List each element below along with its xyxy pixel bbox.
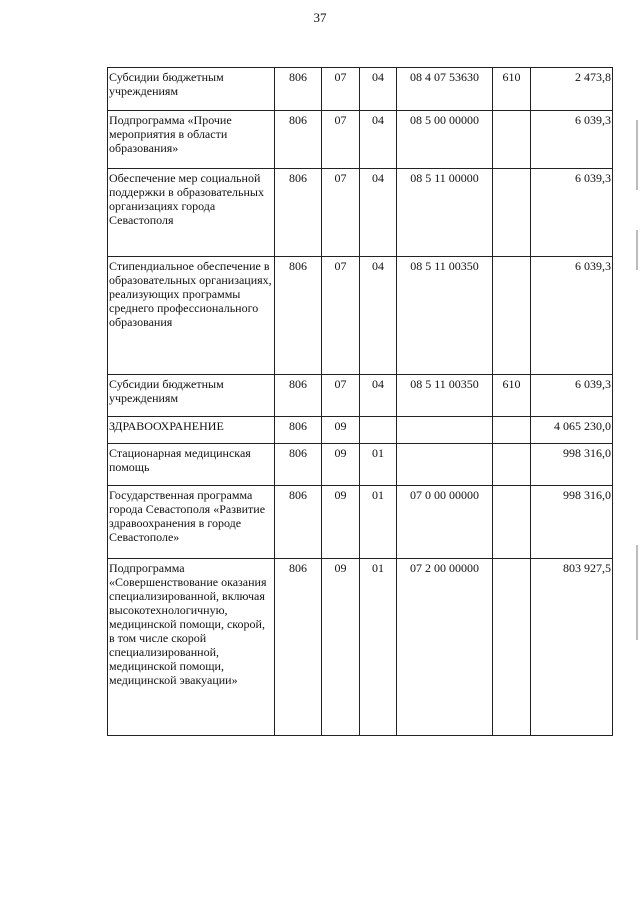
ved-code: 806 bbox=[275, 169, 322, 257]
table-row bbox=[108, 169, 613, 257]
section-code: 07 bbox=[322, 169, 360, 257]
subsection-code: 01 bbox=[360, 486, 397, 559]
section-code: 09 bbox=[322, 486, 360, 559]
amount: 998 316,0 bbox=[531, 444, 613, 486]
row-name: Стипендиальное обеспечение в образовательных организациях, реализующих программы среднего профессионального образования bbox=[108, 257, 275, 375]
target-article-code: 08 5 11 00000 bbox=[397, 169, 493, 257]
expense-type-code bbox=[493, 486, 531, 559]
ved-code: 806 bbox=[275, 559, 322, 736]
target-article-code: 07 2 00 00000 bbox=[397, 559, 493, 736]
target-article-code: 07 0 00 00000 bbox=[397, 486, 493, 559]
expense-type-code: 610 bbox=[493, 68, 531, 111]
section-code: 09 bbox=[322, 417, 360, 444]
scan-edge-mark bbox=[636, 230, 638, 270]
amount: 2 473,8 bbox=[531, 68, 613, 111]
subsection-code: 04 bbox=[360, 111, 397, 169]
expense-type-code bbox=[493, 444, 531, 486]
table-row bbox=[108, 444, 613, 486]
table-row bbox=[108, 486, 613, 559]
target-article-code: 08 4 07 53630 bbox=[397, 68, 493, 111]
ved-code: 806 bbox=[275, 444, 322, 486]
table-row bbox=[108, 417, 613, 444]
page-number: 37 bbox=[313, 10, 327, 25]
table-row bbox=[108, 111, 613, 169]
ved-code: 806 bbox=[275, 417, 322, 444]
amount: 4 065 230,0 bbox=[531, 417, 613, 444]
scan-edge-mark bbox=[636, 545, 638, 640]
subsection-code: 01 bbox=[360, 559, 397, 736]
amount: 803 927,5 bbox=[531, 559, 613, 736]
expense-type-code bbox=[493, 111, 531, 169]
subsection-code: 04 bbox=[360, 257, 397, 375]
amount: 6 039,3 bbox=[531, 257, 613, 375]
amount: 6 039,3 bbox=[531, 169, 613, 257]
row-name: ЗДРАВООХРАНЕНИЕ bbox=[108, 417, 275, 444]
table-row bbox=[108, 375, 613, 417]
ved-code: 806 bbox=[275, 111, 322, 169]
section-code: 07 bbox=[322, 68, 360, 111]
row-name: Подпрограмма «Совершенствование оказания специализированной, включая высокотехнологичную, медицинской помощи, скорой, в том числе скорой специализированной, медицинской помощи, медицинской эвакуации» bbox=[108, 559, 275, 736]
row-name: Стационарная медицинская помощь bbox=[108, 444, 275, 486]
amount: 6 039,3 bbox=[531, 111, 613, 169]
expense-type-code: 610 bbox=[493, 375, 531, 417]
subsection-code: 04 bbox=[360, 68, 397, 111]
ved-code: 806 bbox=[275, 68, 322, 111]
expense-type-code bbox=[493, 257, 531, 375]
amount: 6 039,3 bbox=[531, 375, 613, 417]
subsection-code bbox=[360, 417, 397, 444]
target-article-code: 08 5 11 00350 bbox=[397, 375, 493, 417]
expense-type-code bbox=[493, 169, 531, 257]
row-name: Обеспечение мер социальной поддержки в образовательных организациях города Севастополя bbox=[108, 169, 275, 257]
subsection-code: 04 bbox=[360, 375, 397, 417]
row-name: Государственная программа города Севастополя «Развитие здравоохранения в городе Севастополе» bbox=[108, 486, 275, 559]
expense-type-code bbox=[493, 559, 531, 736]
section-code: 07 bbox=[322, 375, 360, 417]
subsection-code: 04 bbox=[360, 169, 397, 257]
amount: 998 316,0 bbox=[531, 486, 613, 559]
table-row bbox=[108, 68, 613, 111]
ved-code: 806 bbox=[275, 375, 322, 417]
scan-edge-mark bbox=[636, 120, 638, 190]
table-row bbox=[108, 559, 613, 736]
section-code: 07 bbox=[322, 257, 360, 375]
expense-type-code bbox=[493, 417, 531, 444]
row-name: Субсидии бюджетным учреждениям bbox=[108, 68, 275, 111]
table-row bbox=[108, 257, 613, 375]
section-code: 07 bbox=[322, 111, 360, 169]
row-name: Субсидии бюджетным учреждениям bbox=[108, 375, 275, 417]
target-article-code: 08 5 11 00350 bbox=[397, 257, 493, 375]
row-name: Подпрограмма «Прочие мероприятия в области образования» bbox=[108, 111, 275, 169]
ved-code: 806 bbox=[275, 486, 322, 559]
section-code: 09 bbox=[322, 559, 360, 736]
subsection-code: 01 bbox=[360, 444, 397, 486]
ved-code: 806 bbox=[275, 257, 322, 375]
target-article-code: 08 5 00 00000 bbox=[397, 111, 493, 169]
budget-table bbox=[107, 67, 613, 736]
section-code: 09 bbox=[322, 444, 360, 486]
target-article-code bbox=[397, 444, 493, 486]
target-article-code bbox=[397, 417, 493, 444]
